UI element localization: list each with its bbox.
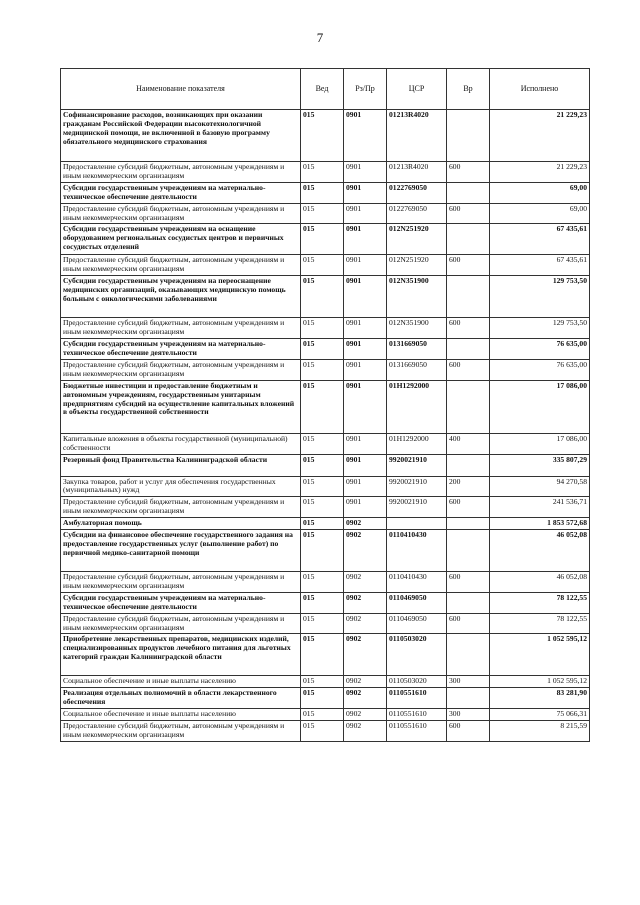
row-name: Предоставление субсидий бюджетным, автономным учреждениям и иным некоммерческим организациям: [61, 318, 301, 339]
row-ved: 015: [301, 634, 344, 676]
row-vr: 600: [447, 318, 490, 339]
row-vr: [447, 688, 490, 709]
row-rz: 0901: [344, 203, 387, 224]
row-name: Предоставление субсидий бюджетным, автономным учреждениям и иным некоммерческим организациям: [61, 162, 301, 183]
row-csr: 0110551610: [387, 688, 447, 709]
row-ved: 015: [301, 182, 344, 203]
row-ved: 015: [301, 721, 344, 742]
row-amount: 17 086,00: [490, 433, 590, 454]
row-ved: 015: [301, 339, 344, 360]
row-amount: 76 635,00: [490, 339, 590, 360]
table-row: [61, 709, 590, 721]
row-ved: 015: [301, 162, 344, 183]
row-ved: 015: [301, 276, 344, 318]
row-vr: 600: [447, 613, 490, 634]
row-ved: 015: [301, 518, 344, 530]
row-name: Бюджетные инвестиции и предоставление бюджетным и автономным учреждениям, государственным унитарным предприятиям субсидий на осуществление капитальных вложений в объекты государственной собственности: [61, 380, 301, 433]
table-row: [61, 182, 590, 203]
row-csr: 0110503020: [387, 676, 447, 688]
row-name: Субсидии государственным учреждениям на материально-техническое обеспечение деятельности: [61, 592, 301, 613]
row-rz: 0902: [344, 592, 387, 613]
header-vr: Вр: [447, 69, 490, 110]
budget-table: [60, 68, 590, 742]
row-rz: 0902: [344, 634, 387, 676]
row-name: Предоставление субсидий бюджетным, автономным учреждениям и иным некоммерческим организациям: [61, 497, 301, 518]
row-ved: 015: [301, 110, 344, 162]
table-row: [61, 476, 590, 497]
row-vr: 600: [447, 572, 490, 593]
row-name: Закупка товаров, работ и услуг для обеспечения государственных (муниципальных) нужд: [61, 476, 301, 497]
row-amount: 69,00: [490, 203, 590, 224]
row-csr: 0122769050: [387, 182, 447, 203]
row-name: Предоставление субсидий бюджетным, автономным учреждениям и иным некоммерческим организациям: [61, 359, 301, 380]
row-ved: 015: [301, 530, 344, 572]
row-amount: 17 086,00: [490, 380, 590, 433]
row-name: Предоставление субсидий бюджетным, автономным учреждениям и иным некоммерческим организациям: [61, 721, 301, 742]
row-vr: 600: [447, 721, 490, 742]
row-ved: 015: [301, 359, 344, 380]
row-ved: 015: [301, 613, 344, 634]
table-row: [61, 224, 590, 255]
table-row: [61, 721, 590, 742]
row-vr: 400: [447, 433, 490, 454]
row-vr: [447, 518, 490, 530]
table-row: [61, 276, 590, 318]
header-amount: Исполнено: [490, 69, 590, 110]
row-rz: 0902: [344, 721, 387, 742]
row-rz: 0901: [344, 255, 387, 276]
row-csr: 012N251920: [387, 255, 447, 276]
table-row: [61, 518, 590, 530]
row-rz: 0901: [344, 433, 387, 454]
row-vr: [447, 530, 490, 572]
table-row: [61, 380, 590, 433]
row-amount: 46 052,08: [490, 572, 590, 593]
row-amount: 1 052 595,12: [490, 634, 590, 676]
table-row: [61, 255, 590, 276]
row-rz: 0901: [344, 276, 387, 318]
row-ved: 015: [301, 224, 344, 255]
row-vr: 600: [447, 162, 490, 183]
row-name: Предоставление субсидий бюджетным, автономным учреждениям и иным некоммерческим организациям: [61, 203, 301, 224]
row-rz: 0902: [344, 530, 387, 572]
row-amount: 1 853 572,68: [490, 518, 590, 530]
row-rz: 0901: [344, 497, 387, 518]
row-csr: 012N351900: [387, 318, 447, 339]
row-rz: 0902: [344, 572, 387, 593]
row-amount: 46 052,08: [490, 530, 590, 572]
table-row: [61, 162, 590, 183]
table-row: [61, 634, 590, 676]
row-amount: 76 635,00: [490, 359, 590, 380]
row-vr: 600: [447, 359, 490, 380]
header-ved: Вед: [301, 69, 344, 110]
row-name: Реализация отдельных полномочий в области лекарственного обеспечения: [61, 688, 301, 709]
row-name: Капитальные вложения в объекты государственной (муниципальной) собственности: [61, 433, 301, 454]
row-rz: 0901: [344, 110, 387, 162]
row-rz: 0901: [344, 454, 387, 476]
row-amount: 8 215,59: [490, 721, 590, 742]
row-ved: 015: [301, 433, 344, 454]
table-row: [61, 454, 590, 476]
row-rz: 0902: [344, 688, 387, 709]
row-rz: 0901: [344, 162, 387, 183]
table-row: [61, 359, 590, 380]
row-vr: [447, 592, 490, 613]
row-csr: 01213R4020: [387, 110, 447, 162]
row-amount: 78 122,55: [490, 613, 590, 634]
table-row: [61, 497, 590, 518]
row-ved: 015: [301, 476, 344, 497]
table-row: [61, 318, 590, 339]
row-csr: 9920021910: [387, 476, 447, 497]
row-rz: 0901: [344, 476, 387, 497]
table-row: [61, 339, 590, 360]
row-amount: 78 122,55: [490, 592, 590, 613]
row-csr: 0110551610: [387, 709, 447, 721]
row-csr: 0110410430: [387, 572, 447, 593]
row-amount: 69,00: [490, 182, 590, 203]
table-row: [61, 592, 590, 613]
row-vr: [447, 182, 490, 203]
row-rz: 0901: [344, 182, 387, 203]
row-csr: 012N351900: [387, 276, 447, 318]
row-csr: 01213R4020: [387, 162, 447, 183]
row-vr: [447, 454, 490, 476]
row-vr: [447, 634, 490, 676]
row-csr: [387, 518, 447, 530]
row-csr: 0110469050: [387, 613, 447, 634]
row-csr: 9920021910: [387, 454, 447, 476]
row-vr: 600: [447, 255, 490, 276]
row-rz: 0902: [344, 709, 387, 721]
row-amount: 67 435,61: [490, 224, 590, 255]
table-row: [61, 203, 590, 224]
row-ved: 015: [301, 454, 344, 476]
row-rz: 0901: [344, 224, 387, 255]
row-name: Субсидии государственным учреждениям на переоснащение медицинских организаций, оказывающих медицинскую помощь больным с онкологическими заболеваниями: [61, 276, 301, 318]
row-name: Субсидии государственным учреждениям на материально-техническое обеспечение деятельности: [61, 339, 301, 360]
row-csr: 0110503020: [387, 634, 447, 676]
table-row: [61, 110, 590, 162]
row-vr: [447, 380, 490, 433]
row-name: Субсидии государственным учреждениям на материально-техническое обеспечение деятельности: [61, 182, 301, 203]
row-ved: 015: [301, 318, 344, 339]
row-amount: 67 435,61: [490, 255, 590, 276]
row-name: Предоставление субсидий бюджетным, автономным учреждениям и иным некоммерческим организациям: [61, 572, 301, 593]
row-rz: 0901: [344, 318, 387, 339]
row-amount: 94 270,58: [490, 476, 590, 497]
row-ved: 015: [301, 688, 344, 709]
row-ved: 015: [301, 497, 344, 518]
row-vr: 200: [447, 476, 490, 497]
header-csr: ЦСР: [387, 69, 447, 110]
row-name: Предоставление субсидий бюджетным, автономным учреждениям и иным некоммерческим организациям: [61, 613, 301, 634]
row-vr: 300: [447, 676, 490, 688]
table-header-row: [61, 69, 590, 110]
row-vr: 600: [447, 497, 490, 518]
row-name: Субсидии на финансовое обеспечение государственного задания на предоставление государственных услуг (выполнение работ) по первичной медико-санитарной помощи: [61, 530, 301, 572]
row-rz: 0901: [344, 339, 387, 360]
row-csr: 012N251920: [387, 224, 447, 255]
row-ved: 015: [301, 255, 344, 276]
row-csr: 0122769050: [387, 203, 447, 224]
row-vr: [447, 276, 490, 318]
row-amount: 335 807,29: [490, 454, 590, 476]
row-name: Приобретение лекарственных препаратов, медицинских изделий, специализированных продуктов лечебного питания для льготных категорий граждан Калининградской области: [61, 634, 301, 676]
row-name: Резервный фонд Правительства Калининградской области: [61, 454, 301, 476]
row-csr: 0110410430: [387, 530, 447, 572]
table-row: [61, 613, 590, 634]
row-ved: 015: [301, 572, 344, 593]
row-vr: [447, 224, 490, 255]
table-row: [61, 688, 590, 709]
row-rz: 0902: [344, 613, 387, 634]
row-csr: 01Н1292000: [387, 380, 447, 433]
row-vr: [447, 110, 490, 162]
row-vr: 300: [447, 709, 490, 721]
row-amount: 241 536,71: [490, 497, 590, 518]
row-ved: 015: [301, 380, 344, 433]
row-ved: 015: [301, 709, 344, 721]
row-amount: 1 052 595,12: [490, 676, 590, 688]
row-csr: 0110551610: [387, 721, 447, 742]
row-rz: 0901: [344, 359, 387, 380]
row-vr: [447, 339, 490, 360]
row-vr: 600: [447, 203, 490, 224]
header-name: Наименование показателя: [61, 69, 301, 110]
table-row: [61, 676, 590, 688]
row-amount: 21 229,23: [490, 162, 590, 183]
row-csr: 0131669050: [387, 359, 447, 380]
row-csr: 9920021910: [387, 497, 447, 518]
row-amount: 75 066,31: [490, 709, 590, 721]
row-ved: 015: [301, 592, 344, 613]
page-number: 7: [316, 30, 324, 45]
row-name: Амбулаторная помощь: [61, 518, 301, 530]
row-csr: 01Н1292000: [387, 433, 447, 454]
row-rz: 0902: [344, 676, 387, 688]
row-rz: 0901: [344, 380, 387, 433]
row-amount: 83 281,90: [490, 688, 590, 709]
header-rz: Рз/Пр: [344, 69, 387, 110]
row-amount: 21 229,23: [490, 110, 590, 162]
row-name: Софинансирование расходов, возникающих при оказании гражданам Российской Федерации высокотехнологичной медицинской помощи, не включенной в базовую программу обязательного медицинского страхования: [61, 110, 301, 162]
row-ved: 015: [301, 203, 344, 224]
row-ved: 015: [301, 676, 344, 688]
row-name: Предоставление субсидий бюджетным, автономным учреждениям и иным некоммерческим организациям: [61, 255, 301, 276]
row-amount: 129 753,50: [490, 318, 590, 339]
row-csr: 0110469050: [387, 592, 447, 613]
row-csr: 0131669050: [387, 339, 447, 360]
row-rz: 0902: [344, 518, 387, 530]
row-name: Социальное обеспечение и иные выплаты населению: [61, 709, 301, 721]
row-name: Субсидии государственным учреждениям на оснащение оборудованием региональных сосудистых центров и первичных сосудистых отделений: [61, 224, 301, 255]
table-row: [61, 572, 590, 593]
table-row: [61, 433, 590, 454]
row-amount: 129 753,50: [490, 276, 590, 318]
table-row: [61, 530, 590, 572]
row-name: Социальное обеспечение и иные выплаты населению: [61, 676, 301, 688]
table-body: [61, 110, 590, 742]
